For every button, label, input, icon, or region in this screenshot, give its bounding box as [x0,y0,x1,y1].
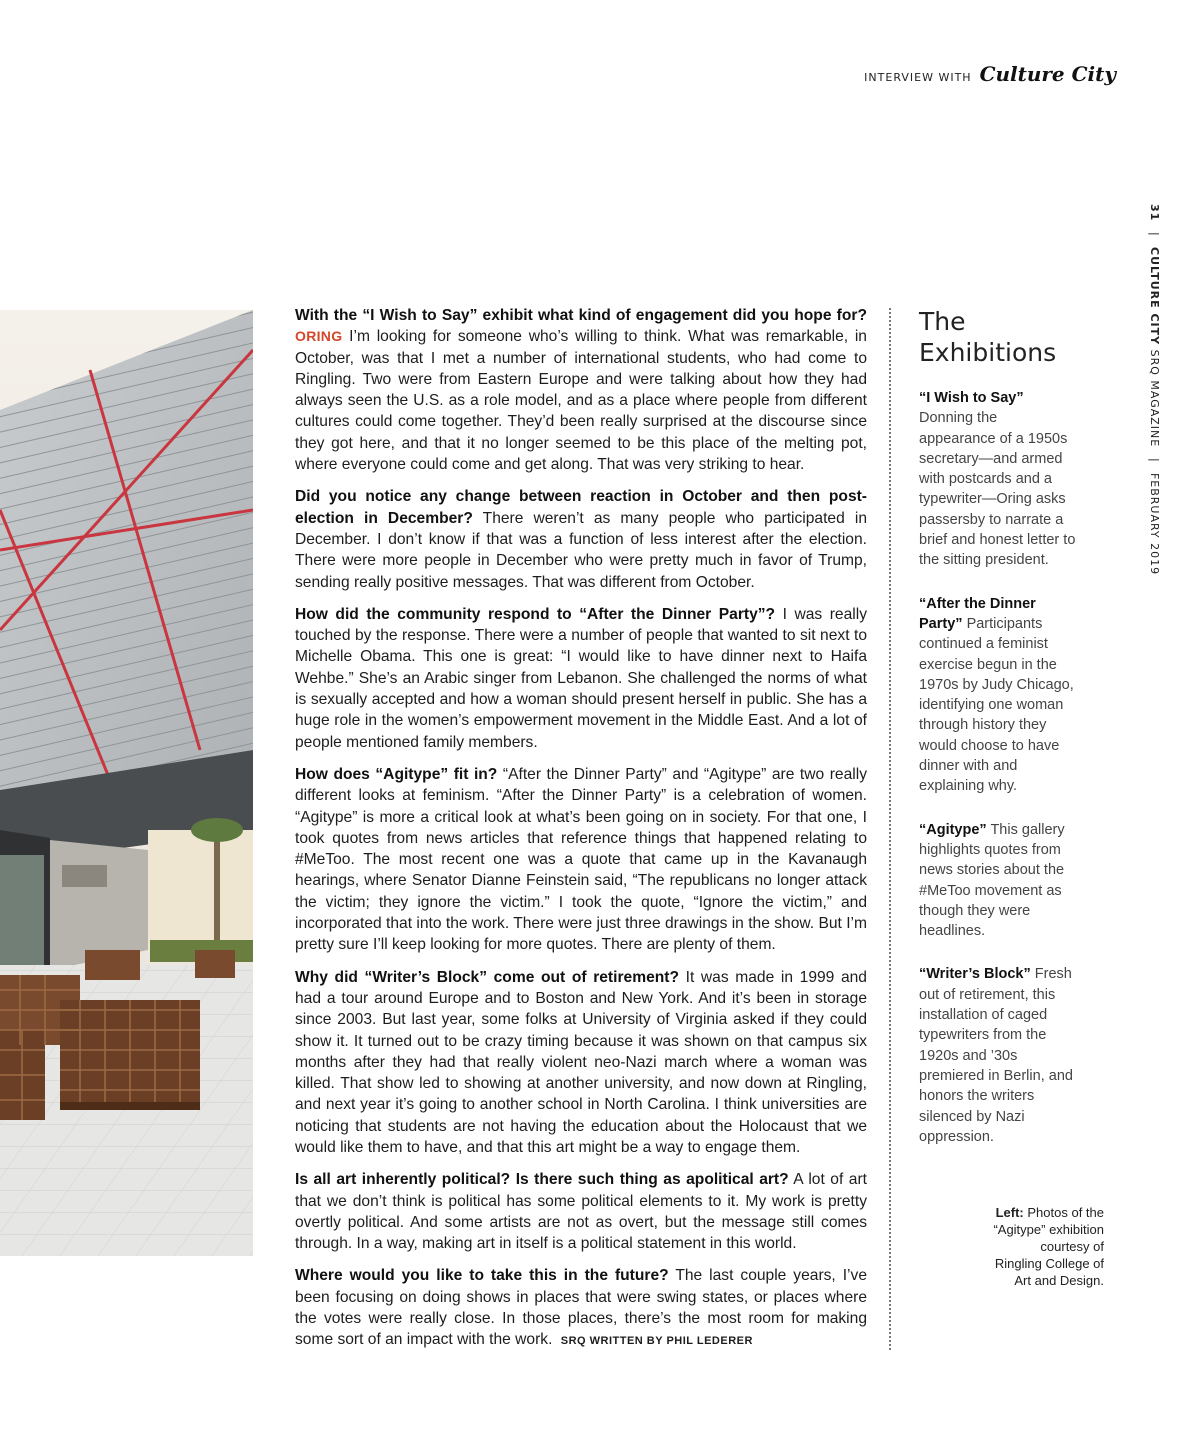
caption-label: Left: [995,1205,1024,1220]
exhibition-name: “Agitype” [919,821,987,838]
exhibitions-sidebar [919,306,1077,1170]
exhibition-photo [0,310,253,1256]
exhibition-item [919,964,1077,1147]
folio-section: CULTURE CITY [1148,247,1161,346]
answer: I was really touched by the response. There were a number of people that wanted to sit next to Michelle Obama. This one is great: “I would like to have dinner next to Haifa Wehbe.” She’s an Arabic singer from Lebanon. She challenged the norms of what is sexually accepted and how a woman should present herself in public. She has a huge role in the women’s empowerment movement in the Middle East. And a lot of people mentioned family members. [295,605,867,751]
qa-item [295,486,867,592]
column-divider [889,308,891,1350]
qa-item [295,604,867,753]
palm-leaves [191,818,243,842]
answer: A lot of art that we don’t think is political has some political elements to it. My work is pretty overtly political. And some artists are not as overt, but the message still comes through. In a way, making art in itself is a political statement in this world. [295,1171,867,1253]
page-number: 31 [1148,204,1161,222]
folio [1148,204,1161,575]
answer: “After the Dinner Party” and “Agitype” are two really different looks at feminism. “After the Dinner Party” is a celebration of women. “Agitype” is more a critical look at what’s been going on in society. For that one, I took quotes from news articles that reference things that happened relating to #MeToo. The most recent one was a quote that came up in the Kavanaugh hearings, where Senator Dianne Feinstein said, “The republicans no longer attack the victim; they ignore the victim.” I took the quote, “Ignore the victim,” and incorporated that into the work. There were just three drawings in the show. But I’m pretty sure I’ll keep looking for more quotes. There are plenty of them. [295,765,867,954]
question: How did the community respond to “After the Dinner Party”? [295,605,776,623]
folio-separator: | [1148,231,1161,237]
answer: The last couple years, I’ve been focusing on doing shows in places that were swing states, or places where the votes were really close. In those places, there’s the most room for making some sort of an impact with the work. [295,1267,867,1349]
exhibition-name: “After the Dinner Party” [919,595,1036,632]
caption-text: Photos of the “Agitype” exhibition courtesy of Ringling College of Art and Design. [993,1205,1104,1288]
exhibition-item [919,594,1077,797]
qa-item [295,1169,867,1254]
question: Is all art inherently political? Is there such thing as apolitical art? [295,1171,789,1189]
qa-item [295,1265,867,1352]
answer: I’m looking for someone who’s willing to think. What was remarkable, in October, was that I met a number of international students, who had come to Ringling. Two were from Eastern Europe and were talking about how they had always seen the U.S. as a role model, and as a place where people from different cultures could come together. They’d been really surprised at the discourse since they got here, and that it no longer seemed to be this place of the melting pot, where everyone could come and get along. That was very striking to hear. [295,328,867,474]
byline: SRQ WRITTEN BY PHIL LEDERER [560,1335,753,1348]
exhibition-description: Fresh out of retirement, this installation of caged typewriters from the 1920s and ’30s premiered in Berlin, and honors the writers silenced by Nazi oppression. [919,966,1073,1145]
question: Where would you like to take this in the future? [295,1267,669,1285]
exhibition-item [919,820,1077,942]
exhibition-description: This gallery highlights quotes from news stories about the #MeToo movement as though they were headlines. [919,821,1065,940]
answer: It was made in 1999 and had a tour around Europe and to Boston and New York. And it’s been in storage since 2003. But last year, some folks at University of Virginia asked if they could show it. It turned out to be crazy timing because it was shown on that campus six months after they had that really violent neo-Nazi march where a woman was killed. That show led to showing at another university, and now down at Ringling, and next year it’s going to another school in North Carolina. I think universities are noticing that students are not having the education about the Holocaust that we would like them to have, and that this art might be a way to engage them. [295,968,867,1156]
speaker-label: ORING [295,328,343,345]
question: How does “Agitype” fit in? [295,765,498,783]
qa-item [295,764,867,956]
header-label: INTERVIEW WITH [864,71,972,84]
folio-issue: FEBRUARY 2019 [1148,472,1161,576]
folio-magazine: SRQ MAGAZINE [1148,349,1161,448]
exhibition-photo-illustration [0,310,253,1256]
exhibition-name: “I Wish to Say” [919,390,1024,406]
header-brand: Culture City [979,62,1116,86]
building-sign [62,865,107,887]
caged-typewriters [0,950,235,1120]
qa-item [295,967,867,1159]
question: Why did “Writer’s Block” come out of retirement? [295,968,679,986]
question: With the “I Wish to Say” exhibit what kind of engagement did you hope for? [295,307,867,324]
photo-caption [990,1204,1104,1289]
folio-separator: | [1148,457,1161,463]
running-header [864,62,1116,86]
question: Did you notice any change between reaction in October and then post-election in December? [295,488,867,527]
exhibition-item [919,388,1077,571]
answer: There weren’t as many people who participated in December. I don’t know if that was a function of less interest after the election. There were more people in December who were pretty much in favor of Trump, sending really positive messages. That was different from October. [295,509,867,591]
exhibition-description: Participants continued a feminist exercise begun in the 1970s by Judy Chicago, identifying one woman through history they would choose to have dinner with and explaining why. [919,615,1074,795]
qa-item [295,305,867,475]
exhibition-description: Donning the appearance of a 1950s secretary—and armed with postcards and a typewriter—Oring asks passersby to narrate a brief and honest letter to the sitting president. [919,410,1076,569]
interview-article [295,305,867,1364]
sidebar-title: The Exhibitions [919,307,1057,367]
exhibition-name: “Writer’s Block” [919,966,1031,983]
